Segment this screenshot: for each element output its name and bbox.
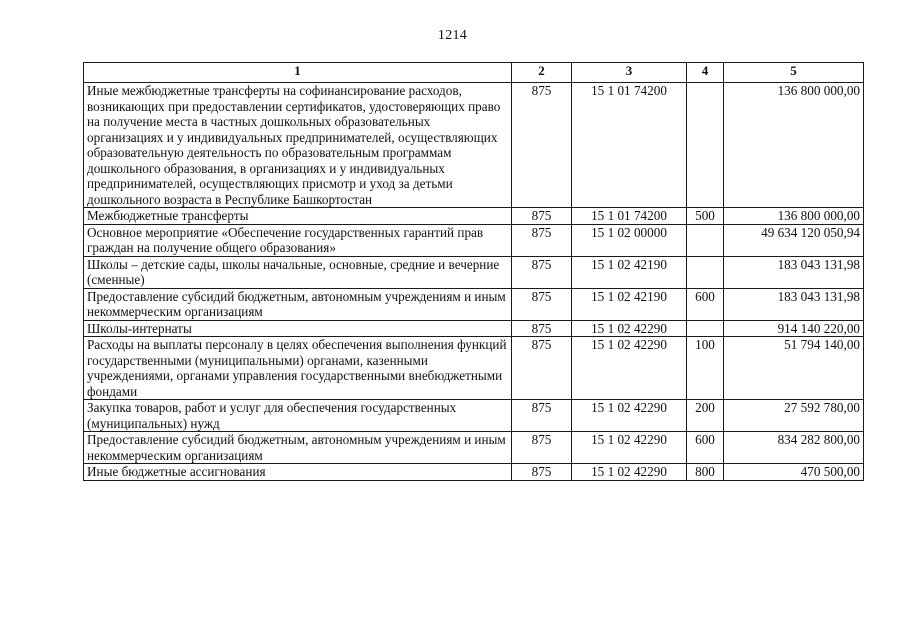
row-amount-cell: 914 140 220,00 bbox=[724, 320, 864, 337]
header-col-3: 3 bbox=[572, 63, 687, 83]
row-name-cell: Межбюджетные трансферты bbox=[84, 208, 512, 225]
table-row bbox=[84, 432, 864, 464]
row-expense-type-cell: 500 bbox=[687, 208, 724, 225]
row-target-article-cell: 15 1 02 42190 bbox=[572, 288, 687, 320]
row-name-cell: Основное мероприятие «Обеспечение государственных гарантий прав граждан на получение общего образования» bbox=[84, 224, 512, 256]
row-target-article-cell: 15 1 02 42290 bbox=[572, 320, 687, 337]
row-admin-code-cell: 875 bbox=[512, 432, 572, 464]
page-number: 1214 bbox=[437, 28, 468, 43]
row-name-cell: Школы – детские сады, школы начальные, основные, средние и вечерние (сменные) bbox=[84, 256, 512, 288]
table-row bbox=[84, 256, 864, 288]
row-expense-type-cell bbox=[687, 83, 724, 208]
row-admin-code-cell: 875 bbox=[512, 320, 572, 337]
row-amount-cell: 27 592 780,00 bbox=[724, 400, 864, 432]
row-amount-cell: 834 282 800,00 bbox=[724, 432, 864, 464]
table-body bbox=[84, 83, 864, 481]
row-name-cell: Предоставление субсидий бюджетным, автономным учреждениям и иным некоммерческим организациям bbox=[84, 432, 512, 464]
row-admin-code-cell: 875 bbox=[512, 256, 572, 288]
row-name-cell: Иные межбюджетные трансферты на софинансирование расходов, возникающих при предоставлении сертификатов, удостоверяющих право на получение места в частных дошкольных образовательных организациях и у индивидуальных предпринимателей, осуществляющих образовательную деятельность по образовательным программам дошкольного образования, в организациях и у индивидуальных предпринимателей, осуществляющих присмотр и уход за детьми дошкольного возраста в Республике Башкортостан bbox=[84, 83, 512, 208]
row-name-cell: Предоставление субсидий бюджетным, автономным учреждениям и иным некоммерческим организациям bbox=[84, 288, 512, 320]
table-row bbox=[84, 400, 864, 432]
row-admin-code-cell: 875 bbox=[512, 83, 572, 208]
row-name-cell: Закупка товаров, работ и услуг для обеспечения государственных (муниципальных) нужд bbox=[84, 400, 512, 432]
row-name-cell: Расходы на выплаты персоналу в целях обеспечения выполнения функций государственными (муниципальными) органами, казенными учреждениями, органами управления государственными внебюджетными фондами bbox=[84, 337, 512, 400]
row-expense-type-cell bbox=[687, 224, 724, 256]
row-expense-type-cell: 100 bbox=[687, 337, 724, 400]
row-target-article-cell: 15 1 02 42290 bbox=[572, 464, 687, 481]
table-row bbox=[84, 337, 864, 400]
row-target-article-cell: 15 1 02 42190 bbox=[572, 256, 687, 288]
row-name-cell: Школы-интернаты bbox=[84, 320, 512, 337]
header-col-1: 1 bbox=[84, 63, 512, 83]
row-expense-type-cell: 800 bbox=[687, 464, 724, 481]
row-amount-cell: 183 043 131,98 bbox=[724, 256, 864, 288]
row-expense-type-cell bbox=[687, 256, 724, 288]
row-expense-type-cell bbox=[687, 320, 724, 337]
header-col-5: 5 bbox=[724, 63, 864, 83]
budget-table bbox=[83, 62, 864, 481]
table-row bbox=[84, 208, 864, 225]
table-row bbox=[84, 464, 864, 481]
row-amount-cell: 136 800 000,00 bbox=[724, 208, 864, 225]
table-row bbox=[84, 83, 864, 208]
row-target-article-cell: 15 1 02 42290 bbox=[572, 432, 687, 464]
row-admin-code-cell: 875 bbox=[512, 224, 572, 256]
row-admin-code-cell: 875 bbox=[512, 337, 572, 400]
row-expense-type-cell: 200 bbox=[687, 400, 724, 432]
header-col-4: 4 bbox=[687, 63, 724, 83]
row-name-cell: Иные бюджетные ассигнования bbox=[84, 464, 512, 481]
table-row bbox=[84, 224, 864, 256]
row-admin-code-cell: 875 bbox=[512, 208, 572, 225]
row-expense-type-cell: 600 bbox=[687, 432, 724, 464]
row-amount-cell: 183 043 131,98 bbox=[724, 288, 864, 320]
row-amount-cell: 49 634 120 050,94 bbox=[724, 224, 864, 256]
row-expense-type-cell: 600 bbox=[687, 288, 724, 320]
row-amount-cell: 136 800 000,00 bbox=[724, 83, 864, 208]
row-target-article-cell: 15 1 02 42290 bbox=[572, 337, 687, 400]
row-amount-cell: 470 500,00 bbox=[724, 464, 864, 481]
row-target-article-cell: 15 1 01 74200 bbox=[572, 83, 687, 208]
header-row bbox=[84, 63, 864, 83]
row-target-article-cell: 15 1 01 74200 bbox=[572, 208, 687, 225]
row-amount-cell: 51 794 140,00 bbox=[724, 337, 864, 400]
header-col-2: 2 bbox=[512, 63, 572, 83]
table-row bbox=[84, 320, 864, 337]
row-admin-code-cell: 875 bbox=[512, 464, 572, 481]
row-target-article-cell: 15 1 02 42290 bbox=[572, 400, 687, 432]
table-row bbox=[84, 288, 864, 320]
row-admin-code-cell: 875 bbox=[512, 288, 572, 320]
row-target-article-cell: 15 1 02 00000 bbox=[572, 224, 687, 256]
row-admin-code-cell: 875 bbox=[512, 400, 572, 432]
